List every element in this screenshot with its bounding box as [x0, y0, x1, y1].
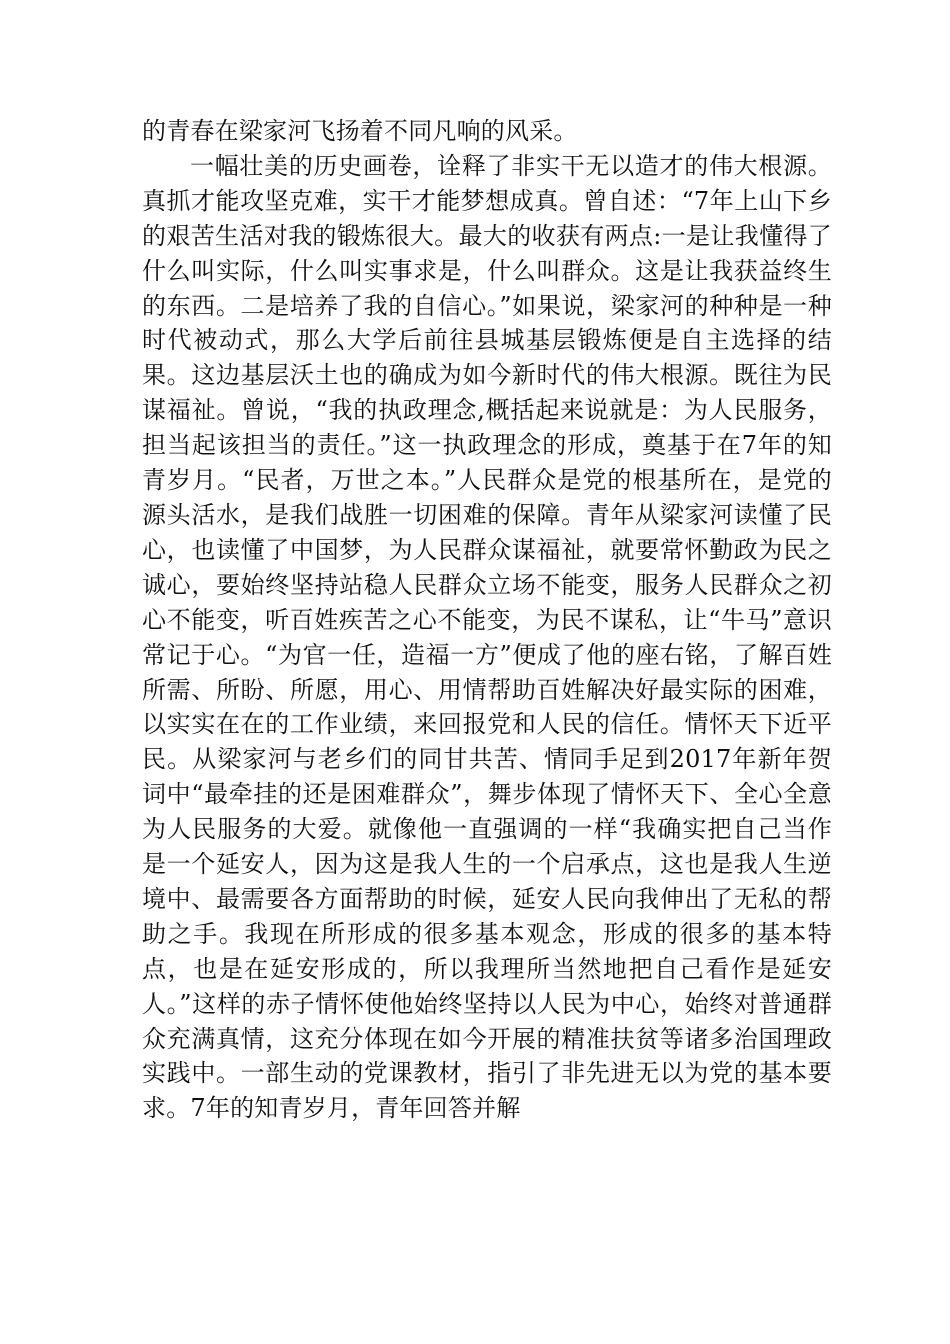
document-body — [142, 114, 832, 1126]
paragraph-main: 一幅壮美的历史画卷，诠释了非实干无以造才的伟大根源。真抓才能攻坚克难，实干才能梦想成真。曾自述：“7年上山下乡的艰苦生活对我的锻炼很大。最大的收获有两点:一是让我懂得了什么叫实际，什么叫实事求是，什么叫群众。这是让我获益终生的东西。二是培养了我的自信心。”如果说，梁家河的种种是一种时代被动式，那么大学后前往县城基层锻炼便是自主选择的结果。这边基层沃土也的确成为如今新时代的伟大根源。既往为民谋福祉。曾说，“我的执政理念,概括起来说就是：为人民服务，担当起该担当的责任。”这一执政理念的形成，奠基于在7年的知青岁月。“民者，万世之本。”人民群众是党的根基所在，是党的源头活水，是我们战胜一切困难的保障。青年从梁家河读懂了民心，也读懂了中国梦，为人民群众谋福祉，就要常怀勤政为民之诚心，要始终坚持站稳人民群众立场不能变，服务人民群众之初心不能变，听百姓疾苦之心不能变，为民不谋私，让“牛马”意识常记于心。“为官一任，造福一方”便成了他的座右铭，了解百姓所需、所盼、所愿，用心、用情帮助百姓解决好最实际的困难，以实实在在的工作业绩，来回报党和人民的信任。情怀天下近平民。从梁家河与老乡们的同甘共苦、情同手足到2017年新年贺词中“最牵挂的还是困难群众”，舞步体现了情怀天下、全心全意为人民服务的大爱。就像他一直强调的一样“我确实把自己当作是一个延安人，因为这是我人生的一个启承点，这也是我人生逆境中、最需要各方面帮助的时候，延安人民向我伸出了无私的帮助之手。我现在所形成的很多基本观念，形成的很多的基本特点，也是在延安形成的，所以我理所当然地把自己看作是延安人。”这样的赤子情怀使他始终坚持以人民为中心，始终对普通群众充满真情，这充分体现在如今开展的精准扶贫等诸多治国理政实践中。一部生动的党课教材，指引了非先进无以为党的基本要求。7年的知青岁月，青年回答并解 — [142, 151, 832, 1123]
paragraph-continuation: 的青春在梁家河飞扬着不同凡响的风采。 — [142, 117, 578, 145]
